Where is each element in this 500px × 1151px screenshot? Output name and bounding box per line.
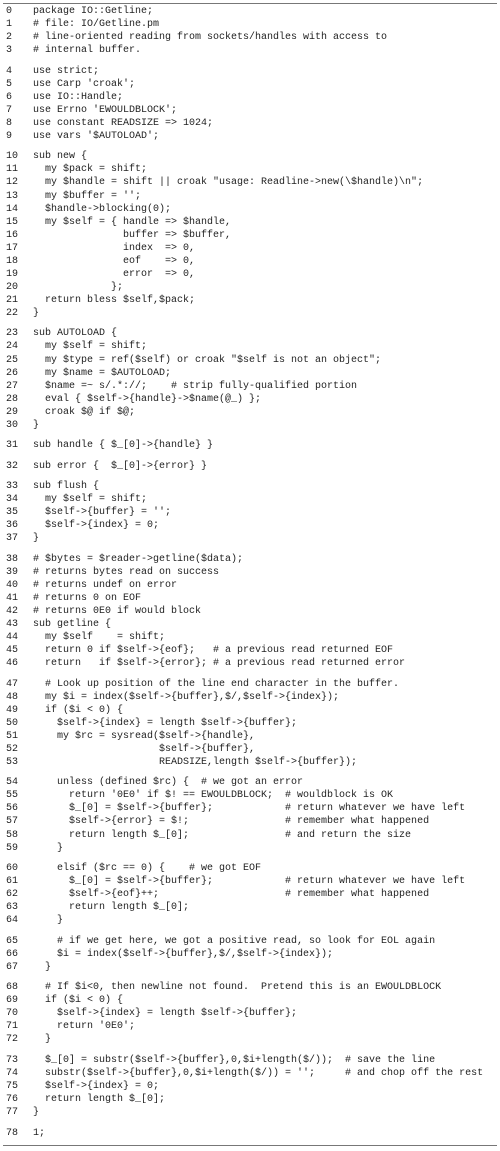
code-text: } [33, 1034, 52, 1046]
code-text: use constant READSIZE => 1024; [33, 117, 214, 129]
code-text: elsif ($rc == 0) { # we got EOF [33, 863, 262, 874]
code-text: return '0E0'; [33, 1021, 136, 1033]
line-number: 49 [6, 704, 19, 716]
code-text: return length $_[0]; # and return the size [33, 829, 412, 841]
code-text: sub getline { [33, 618, 112, 630]
line-number: 34 [6, 494, 19, 506]
line-number: 39 [6, 566, 19, 578]
code-text: use Errno 'EWOULDBLOCK'; [33, 104, 178, 116]
line-number: 18 [6, 255, 19, 267]
code-text: # returns bytes read on success [33, 566, 220, 578]
code-text: $_[0] = $self->{buffer}; # return whatever we have left [33, 803, 466, 815]
line-number: 36 [6, 520, 19, 532]
line-number: 47 [6, 678, 19, 690]
bottom-rule [3, 1145, 497, 1146]
code-text: $self->{index} = length $self->{buffer}; [33, 1008, 298, 1020]
line-number: 43 [6, 618, 19, 630]
line-number: 26 [6, 367, 19, 379]
code-text: croak $@ if $@; [33, 406, 136, 418]
line-number: 13 [6, 190, 19, 202]
code-text: # line-oriented reading from sockets/handles with access to [33, 32, 388, 44]
code-text: $self->{index} = 0; [33, 1080, 160, 1092]
code-text: package IO::Getline; [33, 6, 154, 17]
code-text: $self->{error} = $!; # remember what happened [33, 816, 430, 828]
code-text: return length $_[0]; [33, 902, 190, 914]
line-number: 59 [6, 842, 19, 854]
code-text: READSIZE,length $self->{buffer}); [33, 756, 358, 768]
code-text: # returns 0 on EOF [33, 592, 142, 604]
code-text: $i = index($self->{buffer},$/,$self->{index}); [33, 948, 334, 960]
code-text: use strict; [33, 65, 100, 77]
line-number: 48 [6, 691, 19, 703]
line-number: 16 [6, 229, 19, 241]
line-number: 54 [6, 777, 19, 789]
line-number: 11 [6, 164, 19, 176]
code-text: unless (defined $rc) { # we got an error [33, 777, 304, 789]
line-number: 6 [6, 91, 13, 103]
code-text: my $pack = shift; [33, 164, 148, 176]
line-number: 31 [6, 440, 19, 452]
code-text: my $i = index($self->{buffer},$/,$self->{index}); [33, 691, 340, 703]
code-text: $handle->blocking(0); [33, 203, 172, 215]
line-number: 33 [6, 481, 19, 493]
code-text: $_[0] = substr($self->{buffer},0,$i+length($/)); # save the line [33, 1054, 436, 1066]
line-number: 77 [6, 1107, 19, 1118]
code-text: } [33, 419, 40, 431]
code-text: use Carp 'croak'; [33, 78, 136, 90]
line-number: 32 [6, 460, 19, 472]
line-number: 72 [6, 1034, 19, 1046]
line-number: 71 [6, 1021, 19, 1033]
code-text: # Look up position of the line end character in the buffer. [33, 678, 400, 690]
line-number: 27 [6, 380, 19, 392]
code-text: } [33, 307, 40, 319]
line-number: 65 [6, 935, 19, 947]
line-number: 41 [6, 592, 19, 604]
code-text: $self->{buffer}, [33, 743, 256, 755]
line-number: 60 [6, 863, 19, 874]
line-number: 74 [6, 1067, 19, 1079]
line-number: 73 [6, 1054, 19, 1066]
line-number: 23 [6, 328, 19, 340]
code-text: # file: IO/Getline.pm [33, 19, 160, 31]
line-number: 52 [6, 743, 19, 755]
line-number: 12 [6, 177, 19, 189]
code-text: error => 0, [33, 268, 196, 280]
code-text: # If $i<0, then newline not found. Pretend this is an EWOULDBLOCK [33, 982, 442, 994]
line-number: 2 [6, 32, 13, 44]
line-number: 25 [6, 354, 19, 366]
code-text: eval { $self->{handle}->$name(@_) }; [33, 393, 262, 405]
line-number: 78 [6, 1127, 19, 1139]
code-text: substr($self->{buffer},0,$i+length($/)) = ''; # and chop off the rest [33, 1067, 484, 1079]
code-text: $_[0] = $self->{buffer}; # return whatever we have left [33, 876, 466, 887]
code-text: # internal buffer. [33, 45, 142, 57]
code-text: my $rc = sysread($self->{handle}, [33, 730, 256, 742]
code-text: $self->{eof}++; # remember what happened [33, 889, 430, 901]
code-text: $self->{index} = length $self->{buffer}; [33, 717, 298, 729]
line-number: 70 [6, 1008, 19, 1020]
line-number: 46 [6, 658, 19, 670]
line-number: 37 [6, 533, 19, 545]
line-number: 17 [6, 242, 19, 254]
line-number: 55 [6, 790, 19, 802]
line-number: 5 [6, 78, 13, 90]
code-text: sub flush { [33, 481, 100, 493]
line-number: 15 [6, 216, 19, 228]
line-number: 75 [6, 1080, 19, 1092]
line-number: 63 [6, 902, 19, 914]
line-number: 28 [6, 393, 19, 405]
code-text: # returns 0E0 if would block [33, 605, 202, 617]
code-text: my $self = shift; [33, 341, 148, 353]
code-text: } [33, 961, 52, 973]
line-number: 8 [6, 117, 13, 129]
code-text: # if we get here, we got a positive read, so look for EOL again [33, 935, 436, 947]
line-number: 30 [6, 419, 19, 431]
code-text: 1; [33, 1127, 46, 1139]
line-number: 1 [6, 19, 13, 31]
code-text: } [33, 842, 64, 854]
line-number: 21 [6, 294, 19, 306]
code-text: sub AUTOLOAD { [33, 328, 118, 340]
code-text: my $self = { handle => $handle, [33, 216, 232, 228]
line-number: 38 [6, 553, 19, 565]
code-text: use IO::Handle; [33, 91, 124, 103]
line-number: 42 [6, 605, 19, 617]
code-text: }; [33, 281, 124, 293]
code-text: my $self = shift; [33, 632, 166, 643]
line-number: 67 [6, 961, 19, 973]
code-text: # $bytes = $reader->getline($data); [33, 553, 244, 565]
line-number: 50 [6, 717, 19, 729]
line-number: 62 [6, 889, 19, 901]
line-number: 51 [6, 730, 19, 742]
line-number: 35 [6, 507, 19, 519]
code-text: if ($i < 0) { [33, 995, 124, 1007]
line-number: 40 [6, 579, 19, 591]
code-text: return length $_[0]; [33, 1094, 166, 1105]
line-number: 76 [6, 1094, 19, 1105]
code-text: my $type = ref($self) or croak "$self is not an object"; [33, 354, 382, 366]
line-number: 19 [6, 268, 19, 280]
line-number: 57 [6, 816, 19, 828]
line-number: 58 [6, 829, 19, 841]
code-text: my $handle = shift || croak "usage: Readline->new(\$handle)\n"; [33, 177, 424, 189]
line-number: 24 [6, 341, 19, 353]
code-text: return bless $self,$pack; [33, 294, 196, 306]
code-text: sub new { [33, 151, 88, 163]
code-text: } [33, 533, 40, 545]
line-number: 53 [6, 756, 19, 768]
code-text: eof => 0, [33, 255, 196, 267]
line-number: 9 [6, 130, 13, 142]
code-text: $self->{index} = 0; [33, 520, 160, 532]
line-number: 64 [6, 915, 19, 927]
code-text: if ($i < 0) { [33, 704, 124, 716]
line-number: 69 [6, 995, 19, 1007]
line-number: 45 [6, 645, 19, 656]
line-number: 56 [6, 803, 19, 815]
line-number: 22 [6, 307, 19, 319]
code-text: $name =~ s/.*://; # strip fully-qualified portion [33, 380, 358, 392]
code-text: index => 0, [33, 242, 196, 254]
top-rule [3, 3, 497, 4]
line-number: 3 [6, 45, 13, 57]
code-text: return '0E0' if $! == EWOULDBLOCK; # wouldblock is OK [33, 790, 394, 802]
line-number: 14 [6, 203, 19, 215]
line-number: 44 [6, 632, 19, 643]
code-text: use vars '$AUTOLOAD'; [33, 130, 160, 142]
code-text: return if $self->{error}; # a previous read returned error [33, 658, 406, 670]
line-number: 7 [6, 104, 13, 116]
code-text: buffer => $buffer, [33, 229, 232, 241]
code-text: return 0 if $self->{eof}; # a previous read returned EOF [33, 645, 394, 656]
code-text: } [33, 915, 64, 927]
code-text: # returns undef on error [33, 579, 178, 591]
line-number: 66 [6, 948, 19, 960]
code-text: $self->{buffer} = ''; [33, 507, 172, 519]
code-text: } [33, 1107, 40, 1118]
line-number: 20 [6, 281, 19, 293]
line-number: 4 [6, 65, 13, 77]
line-number: 61 [6, 876, 19, 887]
line-number: 10 [6, 151, 19, 163]
code-text: sub error { $_[0]->{error} } [33, 460, 208, 472]
line-number: 0 [6, 6, 13, 17]
code-text: my $buffer = ''; [33, 190, 142, 202]
line-number: 68 [6, 982, 19, 994]
line-number: 29 [6, 406, 19, 418]
code-text: my $self = shift; [33, 494, 148, 506]
code-text: sub handle { $_[0]->{handle} } [33, 440, 214, 452]
code-text: my $name = $AUTOLOAD; [33, 367, 172, 379]
